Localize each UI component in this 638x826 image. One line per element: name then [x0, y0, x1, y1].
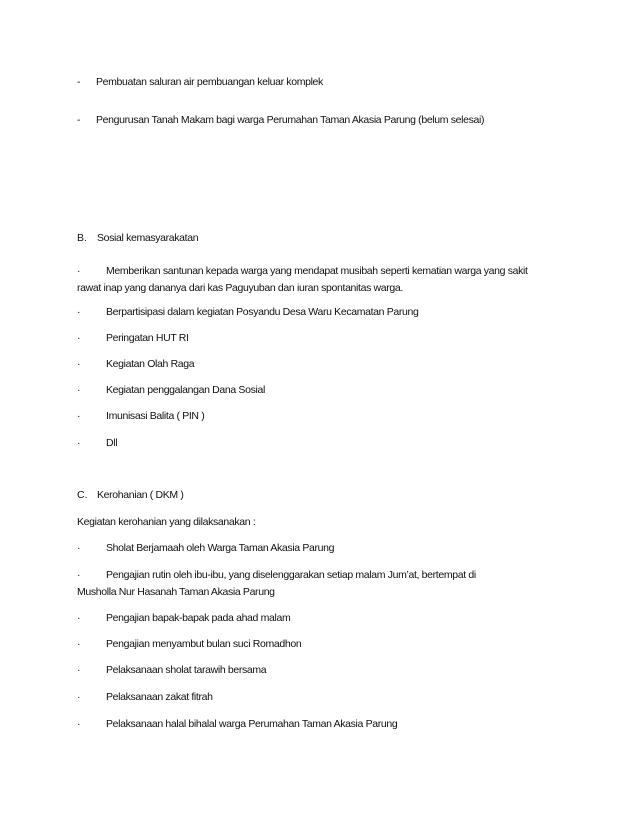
- section-b-marker: B.: [77, 232, 87, 244]
- bullet: ·: [77, 569, 81, 581]
- list-item-text: Pengurusan Tanah Makam bagi warga Perumahan Taman Akasia Parung (belum selesai): [96, 114, 485, 126]
- list-item-text-continued: rawat inap yang dananya dari kas Paguyuban dan iuran spontanitas warga.: [77, 282, 403, 294]
- list-item-text: Kegiatan Olah Raga: [106, 358, 195, 370]
- list-item-text: Pengajian menyambut bulan suci Romadhon: [106, 638, 302, 650]
- list-item-text: Dll: [106, 437, 118, 449]
- bullet: ·: [77, 612, 81, 624]
- bullet: ·: [77, 542, 81, 554]
- list-item-text: Kegiatan penggalangan Dana Sosial: [106, 384, 265, 396]
- bullet: ·: [77, 358, 81, 370]
- list-item-text: Pembuatan saluran air pembuangan keluar komplek: [96, 76, 323, 88]
- list-item-text: Memberikan santunan kepada warga yang mendapat musibah seperti kematian warga yang sakit: [106, 265, 528, 277]
- list-item-text: Pelaksanaan halal bihalal warga Perumahan Taman Akasia Parung: [106, 718, 398, 730]
- bullet: ·: [77, 691, 81, 703]
- bullet: ·: [77, 718, 81, 730]
- list-dash: -: [77, 76, 81, 88]
- list-item-text: Pelaksanaan sholat tarawih bersama: [106, 664, 267, 676]
- list-item-text: Pelaksanaan zakat fitrah: [106, 691, 213, 703]
- list-dash: -: [77, 114, 81, 126]
- bullet: ·: [77, 384, 81, 396]
- section-b-heading: Sosial kemasyarakatan: [97, 232, 199, 244]
- bullet: ·: [77, 664, 81, 676]
- bullet: ·: [77, 265, 81, 277]
- list-item-text: Pengajian bapak-bapak pada ahad malam: [106, 612, 291, 624]
- list-item-text: Imunisasi Balita ( PIN ): [106, 410, 205, 422]
- bullet: ·: [77, 410, 81, 422]
- list-item-text: Sholat Berjamaah oleh Warga Taman Akasia Parung: [106, 542, 335, 554]
- list-item-text: Peringatan HUT RI: [106, 332, 189, 344]
- list-item-text: Pengajian rutin oleh ibu-ibu, yang diselenggarakan setiap malam Jum’at, bertempat di: [106, 569, 476, 581]
- list-item-text-continued: Musholla Nur Hasanah Taman Akasia Parung: [77, 586, 275, 598]
- bullet: ·: [77, 638, 81, 650]
- section-c-marker: C.: [77, 489, 88, 501]
- list-item-text: Berpartisipasi dalam kegiatan Posyandu Desa Waru Kecamatan Parung: [106, 306, 419, 318]
- bullet: ·: [77, 306, 81, 318]
- bullet: ·: [77, 332, 81, 344]
- bullet: ·: [77, 437, 81, 449]
- section-c-intro: Kegiatan kerohanian yang dilaksanakan :: [77, 516, 256, 528]
- section-c-heading: Kerohanian ( DKM ): [97, 489, 184, 501]
